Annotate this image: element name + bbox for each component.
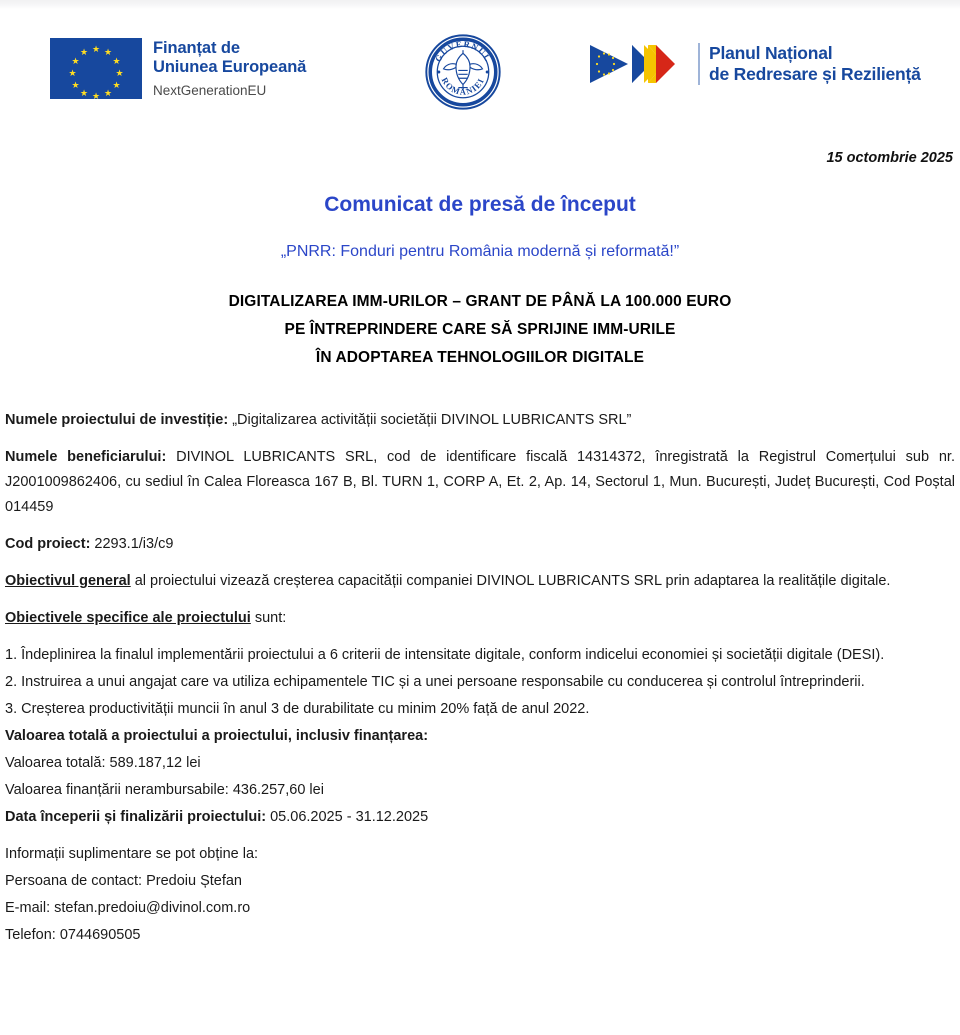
project-name-value: „Digitalizarea activității societății DIVINOL LUBRICANTS SRL” [232,412,632,428]
document-body [5,150,955,950]
headline-block [5,288,955,372]
headline-line-2: PE ÎNTREPRINDERE CARE SĂ SPRIJINE IMM-URILE [284,321,676,338]
beneficiary-label: Numele beneficiarului [5,449,162,465]
eu-star-icon: ★ [115,67,124,78]
project-code-separator: : [85,536,95,552]
project-dates-label: Data începerii și finalizării proiectului [5,809,262,825]
page-subtitle: „PNRR: Fonduri pentru România modernă și reformată!” [280,243,680,260]
body-content [5,408,955,948]
value-grant: Valoarea finanțării nerambursabile: 436.257,60 lei [5,782,324,798]
page-title: Comunicat de presă de început [324,193,636,216]
pnrr-logo-line1: Planul Național [709,43,833,63]
project-name-paragraph [5,408,955,433]
eu-star-icon: ★ [103,88,113,98]
beneficiary-separator: : [161,449,177,465]
eu-funding-logo [50,38,306,99]
eu-flag-icon [50,38,142,99]
eu-star-icon: ★ [71,79,80,90]
beneficiary-paragraph [5,445,955,520]
general-objective-label: Obiectivul general [5,573,131,589]
headline-line-1: DIGITALIZAREA IMM-URILOR – GRANT DE PÂNĂ LA 100.000 EURO [228,293,732,310]
eu-logo-text [153,38,306,99]
svg-text:ROMÂNIEI: ROMÂNIEI [439,75,487,97]
eu-star-icon: ★ [68,67,77,78]
project-code-paragraph [5,532,955,557]
specific-objectives-label: Obiectivele specifice ale proiectului [5,610,251,626]
eu-star-icon: ★ [91,44,101,54]
objective-item-3: 3. Creșterea productivității muncii în anul 3 de durabilitate cu minim 20% față de anul 2022. [5,701,590,717]
eu-star-icon: ★ [112,55,121,66]
project-code-value: 2293.1/i3/c9 [94,536,174,552]
contact-person: Persoana de contact: Predoiu Ștefan [5,873,242,889]
objective-item-1: 1. Îndeplinirea la finalul implementării proiectului a 6 criterii de intensitate digitale, conform indicelui economiei și societății digitale (DESI). [5,647,885,663]
specific-objectives-text: sunt: [250,610,287,626]
value-section-heading: Valoarea totală a proiectului a proiectului, inclusiv finanțarea: [5,728,429,744]
project-name-separator: : [223,412,233,428]
project-dates-separator: : [261,809,271,825]
headline-line-3: ÎN ADOPTAREA TEHNOLOGIILOR DIGITALE [315,349,645,366]
gov-seal-icon [424,33,502,111]
eu-star-icon: ★ [103,47,113,57]
pnrr-arrows-icon [588,41,688,87]
eu-logo-line2: Uniunea Europeană [153,58,307,76]
document-date: 15 octombrie 2025 [826,150,953,166]
specific-objectives-heading [5,606,955,631]
logo-header [0,33,960,115]
eu-star-icon: ★ [71,55,80,66]
svg-text:GUVERNUL: GUVERNUL [432,38,494,64]
project-code-label: Cod proiect [5,536,86,552]
contact-intro: Informații suplimentare se pot obține la: [5,846,259,862]
eu-star-icon: ★ [79,88,89,98]
value-total: Valoarea totală: 589.187,12 lei [5,755,201,771]
eu-logo-line1: Finanțat de [153,39,240,57]
eu-star-icon: ★ [79,47,89,57]
project-name-label: Numele proiectului de investiție [5,412,224,428]
eu-logo-sublabel: NextGenerationEU [153,83,267,98]
beneficiary-value: DIVINOL LUBRICANTS SRL, cod de identificare fiscală 14314372, înregistrată la Registrul Comerțului sub nr. J2001009862406, cu sediul în Calea Floreasca 167 B, Bl. TURN 1, CORP A, Et. 2, Ap. 14, Sectorul 1, Mun. București, Județ București, Cod Poștal 014459 [5,449,955,515]
general-objective-text: al proiectului vizează creșterea capacității companiei DIVINOL LUBRICANTS SRL prin adaptarea la realitățile digitale. [130,573,891,589]
general-objective-paragraph [5,569,955,594]
eu-star-icon: ★ [112,79,121,90]
pnrr-logo [588,41,921,87]
project-dates-value: 05.06.2025 - 31.12.2025 [270,809,429,825]
project-dates-paragraph [5,805,955,830]
contact-phone: Telefon: 0744690505 [5,927,141,943]
top-gradient-band [0,0,960,9]
pnrr-logo-line2: de Redresare și Reziliență [709,64,921,84]
eu-star-icon: ★ [91,91,101,101]
objective-item-2: 2. Instruirea a unui angajat care va utiliza echipamentele TIC și a unei persoane responsabile cu conducerea și controlul întreprinderii. [5,674,865,690]
government-of-romania-seal [424,33,502,111]
contact-email: E-mail: stefan.predoiu@divinol.com.ro [5,900,251,916]
pnrr-logo-text [698,43,921,85]
